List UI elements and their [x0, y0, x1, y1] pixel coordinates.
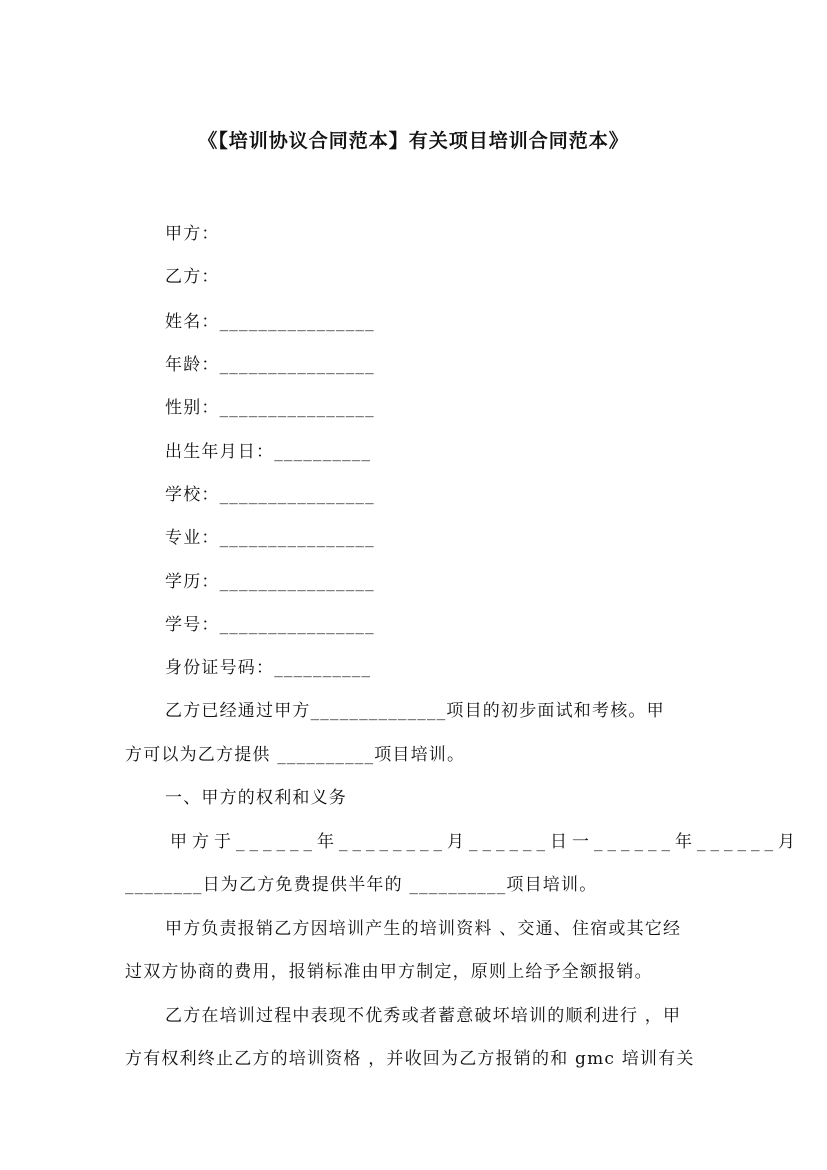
field-birthdate: 出生年月日：__________: [165, 442, 372, 462]
paragraph-4-line-1: 乙方在培训过程中表现不优秀或者蓄意破坏培训的顺利进行 ，甲: [165, 1006, 682, 1026]
paragraph-3-line-2: 过双方协商的费用，报销标准由甲方制定，原则上给予全额报销。: [125, 962, 653, 982]
field-student-id: 学号：________________: [165, 615, 375, 635]
field-school: 学校：________________: [165, 485, 375, 505]
section-1-heading: 一、甲方的权利和义务: [165, 788, 347, 808]
field-id-number: 身份证号码：__________: [165, 658, 372, 678]
field-age: 年龄：________________: [165, 355, 375, 375]
paragraph-2-line-2: ________日为乙方免费提供半年的 __________项目培训。: [125, 875, 598, 895]
field-party-b: 乙方：: [165, 267, 220, 287]
field-name: 姓名：________________: [165, 312, 375, 332]
field-party-a: 甲方：: [165, 224, 220, 244]
paragraph-4-line-2: 方有权利终止乙方的培训资格 ，并收回为乙方报销的和 gmc 培训有关: [125, 1049, 695, 1069]
field-major: 专业：________________: [165, 528, 375, 548]
paragraph-3-line-1: 甲方负责报销乙方因培训产生的培训资料 、交通、住宿或其它经: [165, 919, 682, 939]
document-title: 《【培训协议合同范本】有关项目培训合同范本》: [198, 130, 629, 152]
field-education: 学历：________________: [165, 572, 375, 592]
field-gender: 性别：________________: [165, 398, 375, 418]
paragraph-2-line-1: 甲方于______年________月______日一______年______月: [170, 832, 800, 852]
paragraph-1-line-2: 方可以为乙方提供 __________项目培训。: [125, 745, 466, 765]
paragraph-1-line-1: 乙方已经通过甲方______________项目的初步面试和考核。甲: [165, 701, 665, 721]
